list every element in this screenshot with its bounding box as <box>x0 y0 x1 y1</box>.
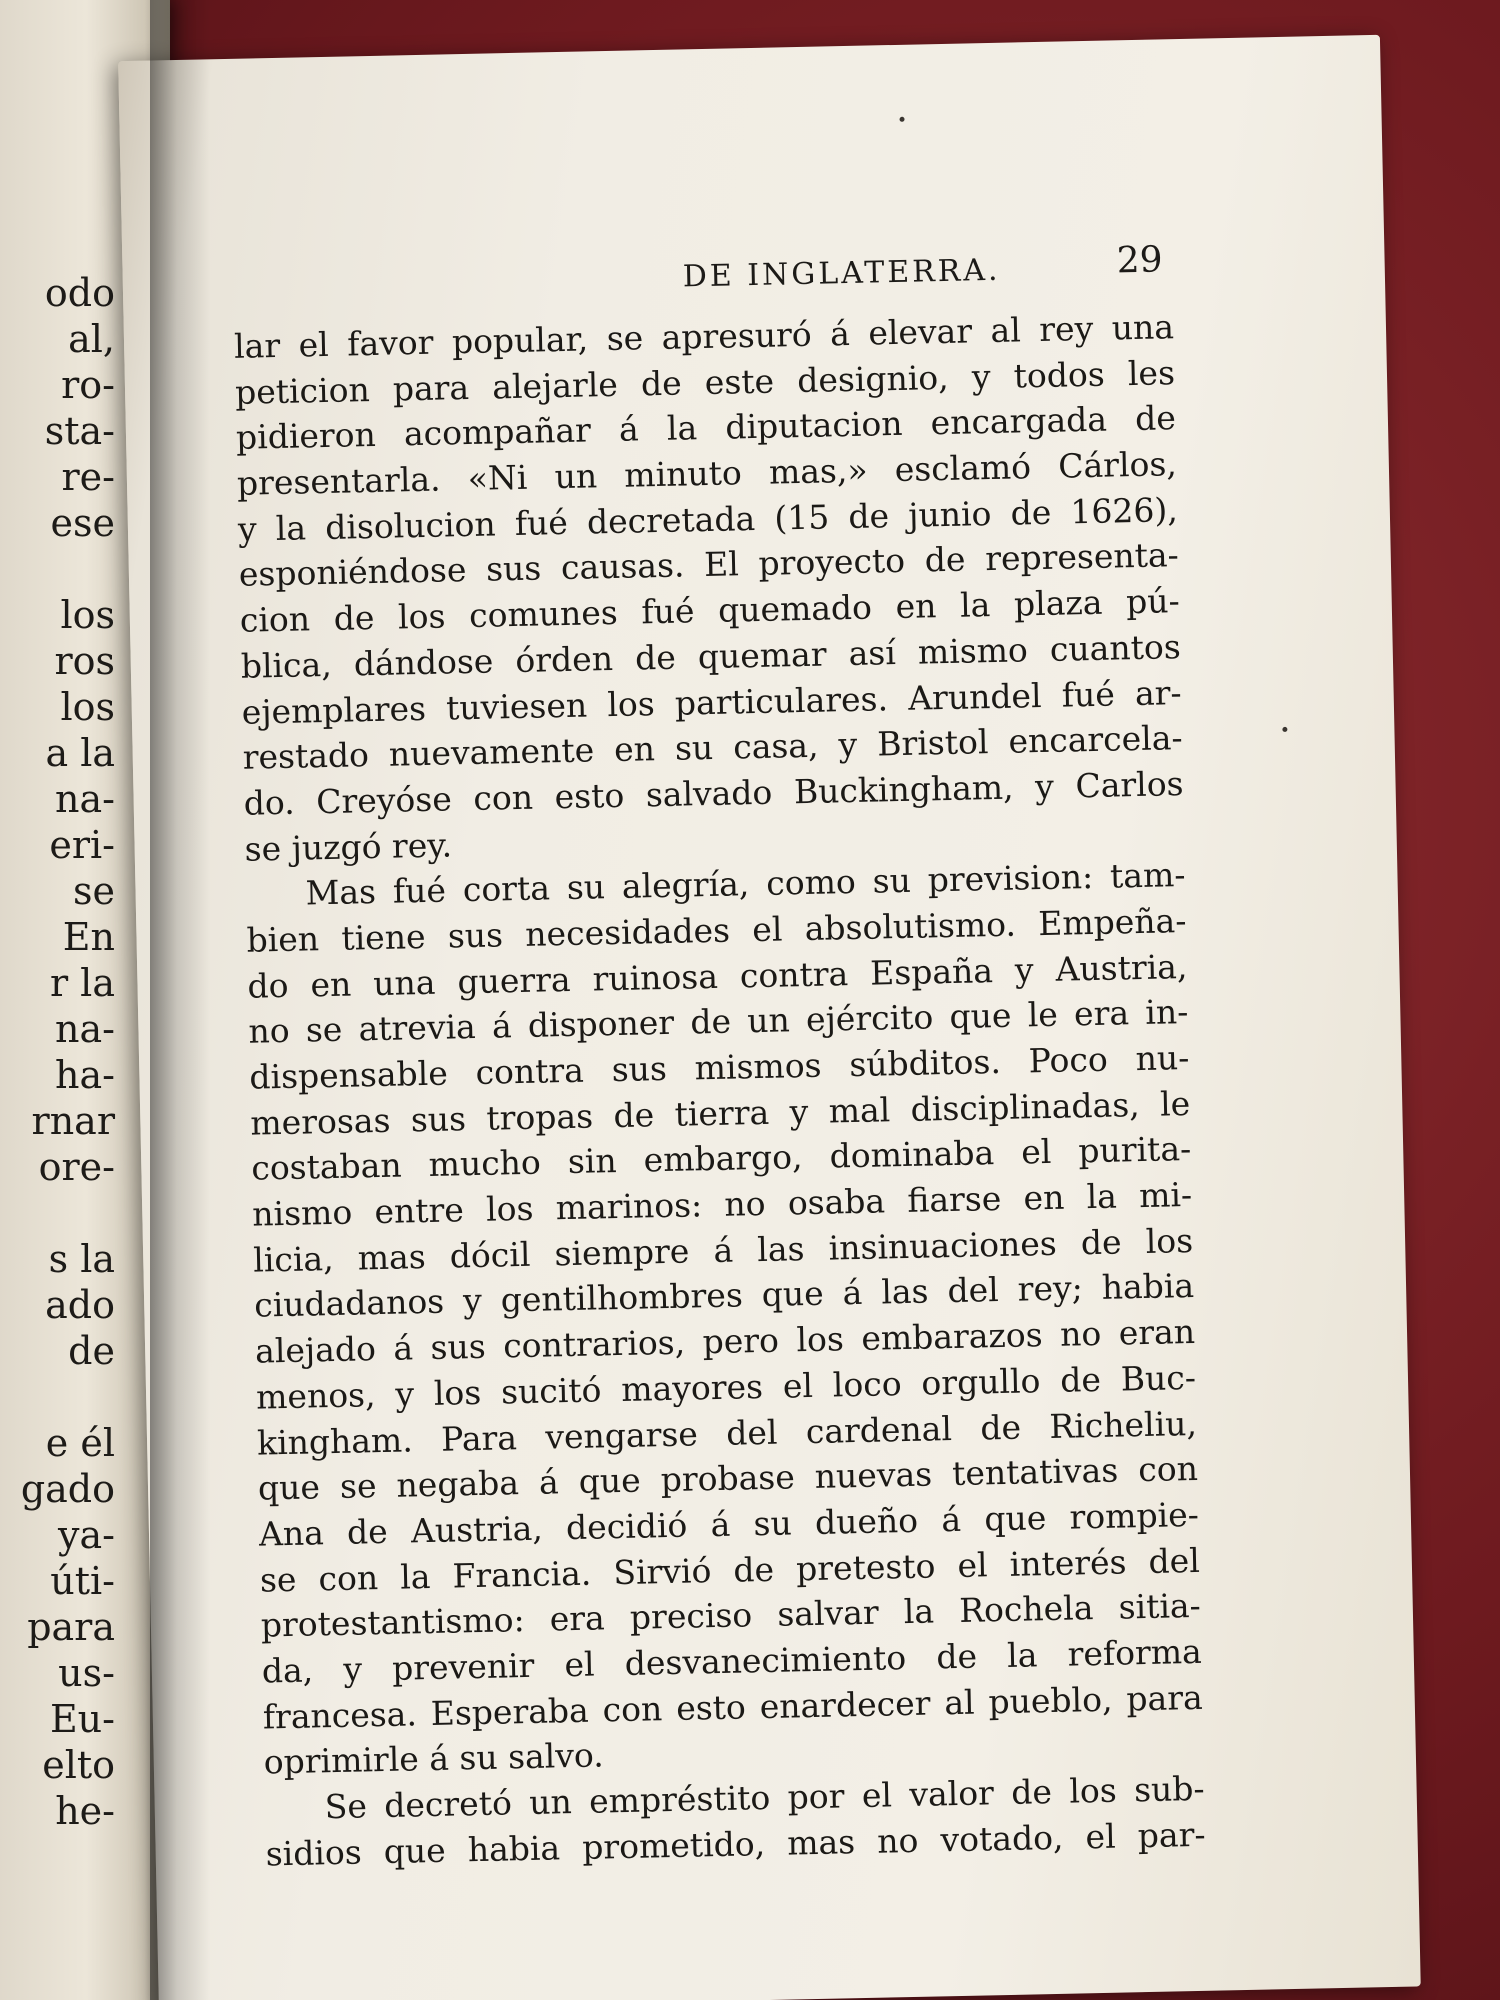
text-line: blica, dándose órden de quemar así mismo cuantos <box>240 626 1182 686</box>
body-text <box>234 304 1206 1877</box>
text-line: sidios que habia prometido, mas no votado, el par- <box>265 1814 1206 1874</box>
left-line: ya- <box>58 1513 115 1557</box>
text-line: Se decretó un empréstito por el valor de los sub- <box>324 1768 1205 1827</box>
left-line: ros <box>54 639 115 683</box>
left-line: us- <box>58 1651 115 1695</box>
text-line: lar el favor popular, se apresuró á elevar al rey una <box>233 307 1175 366</box>
running-head: DE INGLATERRA. <box>682 252 1001 295</box>
left-line: gado <box>20 1467 115 1511</box>
left-line: eri- <box>49 823 115 867</box>
left-line: los <box>60 593 115 637</box>
left-line: para <box>27 1605 115 1649</box>
text-line: protestantismo: era preciso salvar la Rochela sitia- <box>260 1586 1202 1645</box>
text-line: alejado á sus contrarios, pero los embarazos no eran <box>254 1312 1196 1371</box>
dust-speck <box>1282 727 1287 732</box>
text-line: francesa. Esperaba con esto enardecer al pueblo, para <box>262 1677 1204 1737</box>
left-line: ese <box>50 501 115 545</box>
page-number: 29 <box>1116 239 1163 282</box>
left-line: al, <box>68 317 115 361</box>
text-line: pidieron acompañar á la diputacion encargada de <box>235 398 1177 458</box>
left-line: ore- <box>38 1145 115 1189</box>
left-line: los <box>60 685 115 729</box>
page-header <box>552 238 1233 312</box>
text-line: bien tiene sus necesidades el absolutismo. Empeña- <box>246 900 1187 960</box>
text-line: do. Creyóse con esto salvado Buckingham, y Carlos <box>243 763 1184 823</box>
left-line: odo <box>44 271 115 315</box>
left-line: de <box>68 1329 115 1373</box>
left-line: rnar <box>31 1099 115 1143</box>
text-line: da, y prevenir el desvanecimiento de la reforma <box>261 1631 1203 1691</box>
left-line: sta- <box>44 409 115 453</box>
text-line: costaban mucho sin embargo, dominaba el purita- <box>250 1129 1192 1189</box>
text-line: nismo entre los marinos: no osaba fiarse en la mi- <box>251 1175 1193 1234</box>
text-line: que se negaba á que probase nuevas tentativas con <box>257 1449 1199 1508</box>
text-line: se con la Francia. Sirvió de pretesto el interés del <box>259 1540 1201 1600</box>
left-line: ro- <box>61 363 115 407</box>
left-line: úti- <box>50 1559 115 1603</box>
left-line: r la <box>49 961 115 1005</box>
left-line: En <box>62 915 115 959</box>
text-line: no se atrevia á disponer de un ejército que le era in- <box>248 992 1189 1052</box>
text-line: restado nuevamente en su casa, y Bristol encarcela- <box>242 718 1183 777</box>
left-line: se <box>73 869 115 913</box>
left-line: he- <box>55 1789 115 1833</box>
text-line: se juzgó rey. <box>244 824 453 869</box>
left-line <box>0 546 115 592</box>
text-line: peticion para alejarle de este designio, y todos les <box>234 352 1176 412</box>
text-line: oprimirle á su salvo. <box>263 1735 605 1782</box>
left-line: e él <box>45 1421 115 1465</box>
text-line: menos, y los sucitó mayores el loco orgullo de Buc- <box>255 1357 1197 1417</box>
text-line: ciudadanos y gentilhombres que á las del rey; habia <box>253 1266 1195 1326</box>
left-line: na- <box>55 1007 115 1051</box>
text-line: licia, mas dócil siempre á las insinuaciones de los <box>252 1220 1194 1280</box>
left-line: Eu- <box>49 1697 115 1741</box>
text-line: Ana de Austria, decidió á su dueño á que rompie- <box>258 1494 1200 1554</box>
text-line: dispensable contra sus mismos súbditos. Poco nu- <box>249 1038 1190 1097</box>
text-line: esponiéndose sus causas. El proyecto de representa- <box>238 535 1180 595</box>
left-line: s la <box>48 1237 115 1281</box>
dust-speck <box>899 117 904 122</box>
text-line: presentarla. «Ni un minuto mas,» esclamó Cárlos, <box>236 444 1178 503</box>
left-line: elto <box>42 1743 115 1787</box>
left-page-text <box>0 270 115 1834</box>
text-line: y la disolucion fué decretada (15 de junio de 1626), <box>237 489 1179 549</box>
left-line: a la <box>45 731 115 775</box>
text-line: merosas sus tropas de tierra y mal disciplinadas, le <box>249 1083 1191 1143</box>
text-line: cion de los comunes fué quemado en la plaza pú- <box>239 581 1181 640</box>
left-line <box>0 1374 115 1420</box>
left-line <box>0 1190 115 1236</box>
text-line: do en una guerra ruinosa contra España y Austria, <box>247 946 1188 1006</box>
left-line: na- <box>55 777 115 821</box>
text-line: ejemplares tuviesen los particulares. Arundel fué ar- <box>241 672 1182 732</box>
book-page <box>118 35 1421 2000</box>
text-line: kingham. Para vengarse del cardenal de Richeliu, <box>256 1403 1198 1463</box>
left-line: re- <box>61 455 115 499</box>
left-line: ha- <box>55 1053 115 1097</box>
left-line: ado <box>45 1283 115 1327</box>
text-line: Mas fué corta su alegría, como su prevision: tam- <box>305 855 1186 913</box>
gutter-shadow <box>150 0 210 2000</box>
